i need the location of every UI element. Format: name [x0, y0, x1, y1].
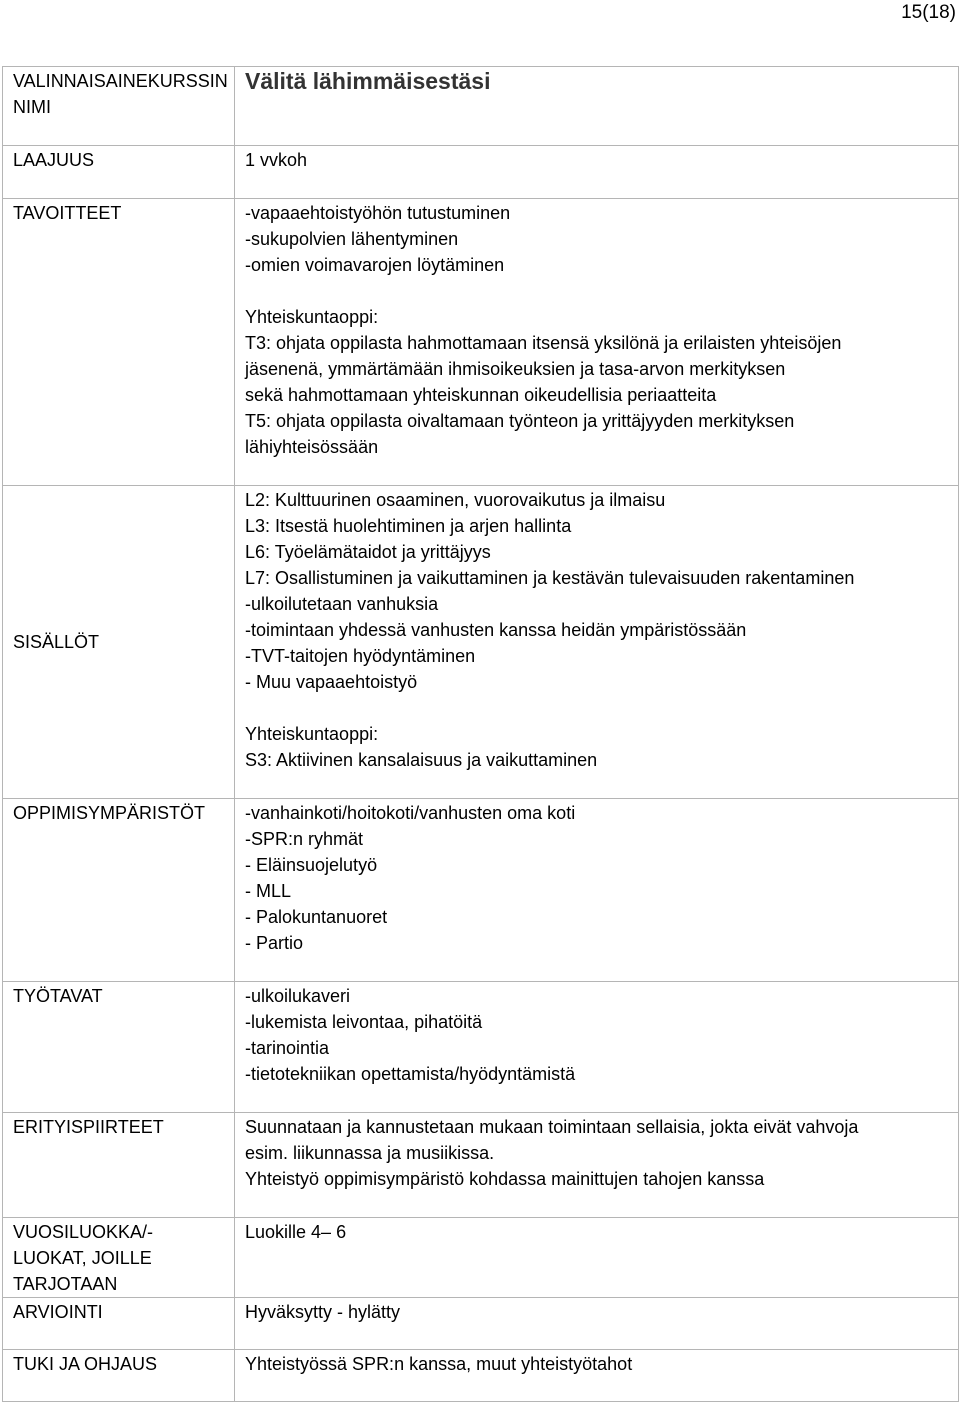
label-line: VALINNAISAINEKURSSIN	[13, 71, 228, 91]
label-course-name	[3, 67, 235, 146]
label-text: LAAJUUS	[13, 150, 95, 170]
goal-line: T3: ohjata oppilasta hahmottamaan itsensä yksilönä ja erilaisten yhteisöjen	[245, 333, 842, 353]
content-spacer	[245, 695, 950, 721]
label-scope	[3, 146, 235, 199]
assessment-value: Hyväksytty - hylätty	[245, 1302, 401, 1322]
content-line: -toimintaan yhdessä vanhusten kanssa heidän ympäristössään	[245, 620, 747, 640]
content-line: L6: Työelämätaidot ja yrittäjyys	[245, 542, 491, 562]
label-line: VUOSILUOKKA/-	[13, 1222, 154, 1242]
label-methods	[3, 982, 235, 1113]
row-methods	[3, 982, 959, 1113]
method-line: -ulkoilukaveri	[245, 986, 351, 1006]
label-text: ERITYISPIIRTEET	[13, 1117, 164, 1137]
row-special	[3, 1113, 959, 1218]
method-line: -tarinointia	[245, 1038, 330, 1058]
content-line: -ulkoilutetaan vanhuksia	[245, 594, 439, 614]
value-environments	[235, 799, 959, 982]
row-support	[3, 1350, 959, 1402]
row-environments	[3, 799, 959, 982]
value-course-name	[235, 67, 959, 146]
value-grades	[235, 1218, 959, 1298]
environment-line: - Palokuntanuoret	[245, 907, 388, 927]
label-contents	[3, 486, 235, 799]
page-number: 15(18)	[901, 2, 956, 23]
method-line: -tietotekniikan opettamista/hyödyntämistä	[245, 1064, 576, 1084]
course-title: Välitä lähimmäisestäsi	[245, 68, 491, 94]
environment-line: - MLL	[245, 881, 292, 901]
scope-value: 1 vvkoh	[245, 150, 308, 170]
content-line: - Muu vapaaehtoistyö	[245, 672, 418, 692]
row-course-name	[3, 67, 959, 146]
goal-line: lähiyhteisössään	[245, 437, 379, 457]
environment-line: - Eläinsuojelutyö	[245, 855, 378, 875]
content-line: L2: Kulttuurinen osaaminen, vuorovaikutus ja ilmaisu	[245, 490, 666, 510]
label-text: SISÄLLÖT	[13, 632, 100, 652]
label-special	[3, 1113, 235, 1218]
row-contents	[3, 486, 959, 799]
method-line: -lukemista leivontaa, pihatöitä	[245, 1012, 483, 1032]
goal-line: T5: ohjata oppilasta oivaltamaan työnteon ja yrittäjyyden merkityksen	[245, 411, 795, 431]
goal-line: -sukupolvien lähentyminen	[245, 229, 459, 249]
goal-line: sekä hahmottamaan yhteiskunnan oikeudellisia periaatteita	[245, 385, 717, 405]
environment-line: - Partio	[245, 933, 304, 953]
value-support	[235, 1350, 959, 1402]
label-line: TARJOTAAN	[13, 1274, 118, 1294]
label-text: ARVIOINTI	[13, 1302, 103, 1322]
label-goals	[3, 199, 235, 486]
content-line: -TVT-taitojen hyödyntäminen	[245, 646, 476, 666]
value-methods	[235, 982, 959, 1113]
label-text: TUKI JA OHJAUS	[13, 1354, 158, 1374]
label-assessment	[3, 1298, 235, 1350]
goal-spacer	[245, 278, 950, 304]
label-line: NIMI	[13, 97, 51, 117]
label-grades	[3, 1218, 235, 1298]
row-goals	[3, 199, 959, 486]
course-description-table	[2, 66, 959, 1402]
value-goals	[235, 199, 959, 486]
row-grades	[3, 1218, 959, 1298]
label-text: OPPIMISYMPÄRISTÖT	[13, 803, 206, 823]
goal-line: -omien voimavarojen löytäminen	[245, 255, 505, 275]
special-line: Yhteistyö oppimisympäristö kohdassa mainittujen tahojen kanssa	[245, 1169, 765, 1189]
value-contents	[235, 486, 959, 799]
special-line: esim. liikunnassa ja musiikissa.	[245, 1143, 495, 1163]
label-text: TAVOITTEET	[13, 203, 122, 223]
goal-line: Yhteiskuntaoppi:	[245, 307, 379, 327]
goal-line: jäsenenä, ymmärtämään ihmisoikeuksien ja tasa-arvon merkityksen	[245, 359, 786, 379]
content-line: L7: Osallistuminen ja vaikuttaminen ja kestävän tulevaisuuden rakentaminen	[245, 568, 855, 588]
environment-line: -vanhainkoti/hoitokoti/vanhusten oma koti	[245, 803, 576, 823]
value-scope	[235, 146, 959, 199]
label-text: TYÖTAVAT	[13, 986, 103, 1006]
special-line: Suunnataan ja kannustetaan mukaan toimintaan sellaisia, jokta eivät vahvoja	[245, 1117, 859, 1137]
label-environments	[3, 799, 235, 982]
content-line: L3: Itsestä huolehtiminen ja arjen hallinta	[245, 516, 572, 536]
label-support	[3, 1350, 235, 1402]
goal-line: -vapaaehtoistyöhön tutustuminen	[245, 203, 511, 223]
label-line: LUOKAT, JOILLE	[13, 1248, 152, 1268]
value-special	[235, 1113, 959, 1218]
row-scope	[3, 146, 959, 199]
support-value: Yhteistyössä SPR:n kanssa, muut yhteistyötahot	[245, 1354, 633, 1374]
grades-value: Luokille 4– 6	[245, 1222, 347, 1242]
content-line: Yhteiskuntaoppi:	[245, 724, 379, 744]
value-assessment	[235, 1298, 959, 1350]
content-line: S3: Aktiivinen kansalaisuus ja vaikuttaminen	[245, 750, 598, 770]
row-assessment	[3, 1298, 959, 1350]
environment-line: -SPR:n ryhmät	[245, 829, 364, 849]
